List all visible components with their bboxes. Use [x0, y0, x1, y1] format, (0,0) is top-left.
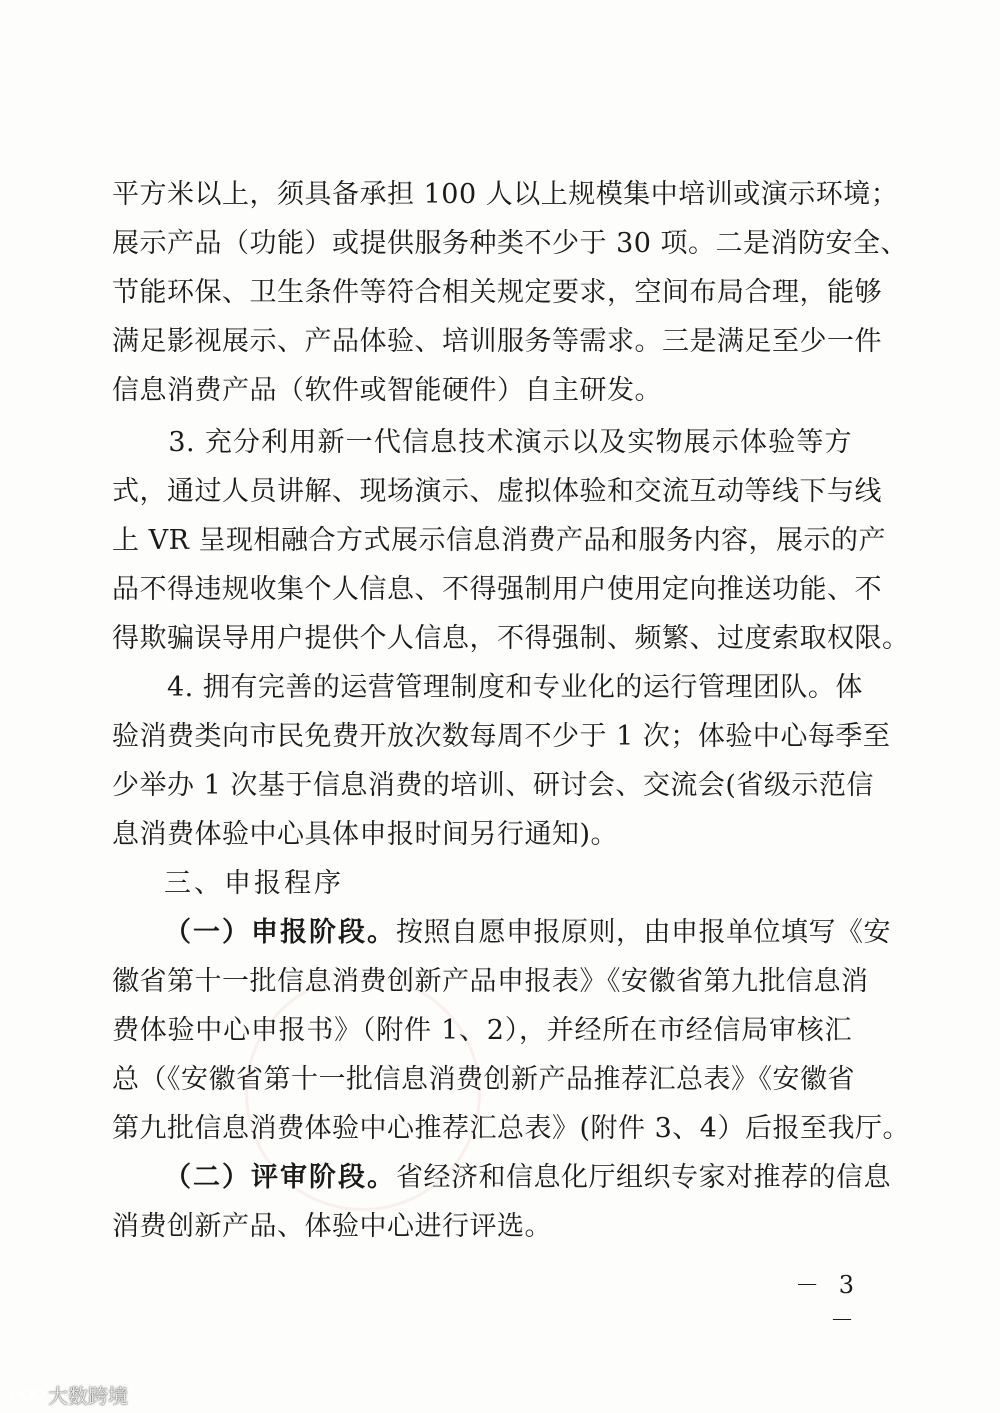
body-line: 总（《安徽省第十一批信息消费创新产品推荐汇总表》《安徽省 [112, 1064, 855, 1095]
body-line: 3. 充分利用新一代信息技术演示以及实物展示体验等方 [112, 427, 852, 458]
body-line: 展示产品（功能）或提供服务种类不少于 30 项。二是消防安全、 [112, 228, 909, 259]
body-line: 少举办 1 次基于信息消费的培训、研讨会、交流会(省级示范信 [112, 770, 874, 801]
stage2-text: 省经济和信息化厅组织专家对推荐的信息 [396, 1162, 891, 1193]
body-line: 上 VR 呈现相融合方式展示信息消费产品和服务内容，展示的产 [112, 525, 886, 556]
watermark [8, 1380, 128, 1409]
section-heading: 三、申报程序 [164, 868, 344, 899]
body-line: 平方米以上，须具备承担 100 人以上规模集中培训或演示环境； [112, 179, 899, 210]
body-line: 息消费体验中心具体申报时间另行通知)。 [112, 819, 619, 850]
body-line: 节能环保、卫生条件等符合相关规定要求，空间布局合理，能够 [112, 277, 882, 308]
stage1-first-line [164, 913, 891, 953]
stage1-title: （一）申报阶段。 [164, 917, 396, 948]
body-line: 式，通过人员讲解、现场演示、虚拟体验和交流互动等线下与线 [112, 476, 882, 507]
watermark-logo-icon [8, 1385, 44, 1405]
watermark-text: 大数跨境 [48, 1384, 128, 1408]
page-number: － 3 － [795, 1271, 860, 1334]
body-line: 信息消费产品（软件或智能硬件）自主研发。 [112, 375, 662, 406]
body-line: 验消费类向市民免费开放次数每周不少于 1 次；体验中心每季至 [112, 721, 891, 752]
body-line: 消费创新产品、体验中心进行评选。 [112, 1211, 552, 1242]
body-line: 4. 拥有完善的运营管理制度和专业化的运行管理团队。体 [112, 672, 863, 703]
stage2-title: （二）评审阶段。 [164, 1162, 396, 1193]
stage1-text: 按照自愿申报原则，由申报单位填写《安 [396, 917, 891, 948]
body-line: 徽省第十一批信息消费创新产品申报表》《安徽省第九批信息消 [112, 966, 869, 997]
body-line: 第九批信息消费体验中心推荐汇总表》(附件 3、4）后报至我厅。 [112, 1113, 910, 1144]
stage2-first-line [164, 1158, 891, 1198]
body-line: 费体验中心申报书》（附件 1、2），并经所在市经信局审核汇 [112, 1015, 852, 1046]
body-line: 得欺骗误导用户提供个人信息，不得强制、频繁、过度索取权限。 [112, 623, 910, 654]
body-line: 品不得违规收集个人信息、不得强制用户使用定向推送功能、不 [112, 574, 882, 605]
body-line: 满足影视展示、产品体验、培训服务等需求。三是满足至少一件 [112, 326, 882, 357]
